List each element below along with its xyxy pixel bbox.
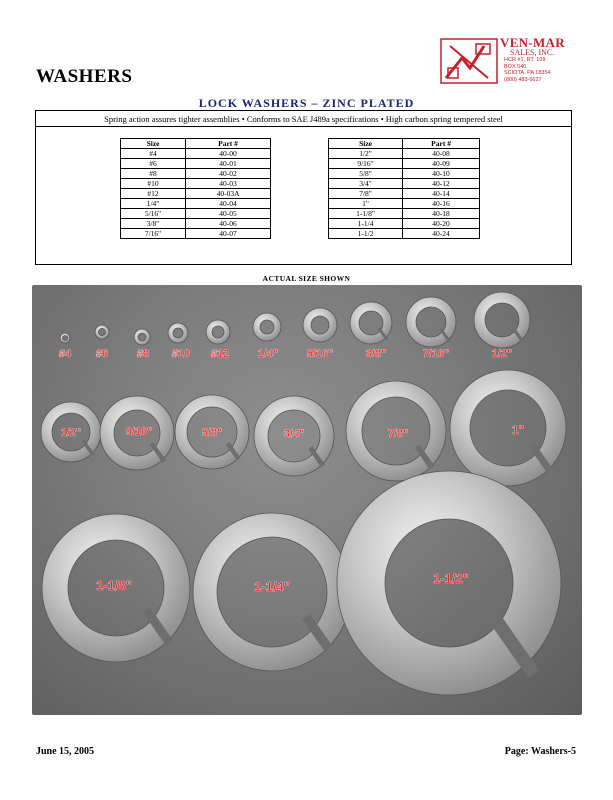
washer-size-label: 1/2" bbox=[491, 348, 513, 360]
table-row bbox=[329, 219, 480, 229]
washer-ring bbox=[168, 323, 188, 343]
table-row bbox=[329, 229, 480, 239]
table-row bbox=[329, 199, 480, 209]
logo-subtitle: SALES, INC. bbox=[510, 48, 555, 57]
part-cell: 40-07 bbox=[186, 229, 271, 239]
section-title: LOCK WASHERS – ZINC PLATED bbox=[198, 96, 415, 110]
washer-size-label: 1-1/2" bbox=[433, 571, 469, 586]
part-cell: 40-03A bbox=[186, 189, 271, 199]
spec-line: Spring action assures tighter assemblies • Conforms to SAE J489a specifications • High carbon spring tempered steel bbox=[36, 111, 571, 127]
footer-date: June 15, 2005 bbox=[36, 746, 95, 757]
part-cell: 40-04 bbox=[186, 199, 271, 209]
part-cell: 40-16 bbox=[403, 199, 480, 209]
size-cell: 3/8" bbox=[121, 219, 186, 229]
logo-name: VEN-MAR bbox=[500, 35, 565, 50]
washer-ring bbox=[303, 308, 337, 342]
washer-ring bbox=[60, 333, 70, 343]
part-cell: 40-08 bbox=[403, 149, 480, 159]
part-cell: 40-00 bbox=[186, 149, 271, 159]
washer-ring bbox=[253, 313, 281, 341]
table-row bbox=[329, 169, 480, 179]
size-cell: #10 bbox=[121, 179, 186, 189]
washer-ring bbox=[206, 320, 230, 344]
size-cell: 1/4" bbox=[121, 199, 186, 209]
logo-address-line: HCR #1, RT. 109 bbox=[504, 57, 546, 63]
table-row bbox=[121, 149, 271, 159]
part-cell: 40-01 bbox=[186, 159, 271, 169]
size-header: Size bbox=[329, 139, 403, 149]
part-cell: 40-18 bbox=[403, 209, 480, 219]
part-cell: 40-24 bbox=[403, 229, 480, 239]
washer-size-label: 7/8" bbox=[387, 428, 409, 440]
logo-address-line: (800) 483-6627 bbox=[504, 76, 542, 83]
washer-ring bbox=[95, 325, 109, 339]
parts-table-right bbox=[328, 138, 480, 239]
size-cell: #6 bbox=[121, 159, 186, 169]
table-row bbox=[121, 219, 271, 229]
washer-size-label: 1-1/8" bbox=[96, 578, 132, 593]
washers-photo bbox=[32, 285, 582, 715]
washer-size-label: 5/16" bbox=[306, 348, 334, 360]
logo-mark-icon bbox=[440, 38, 498, 84]
size-cell: 7/8" bbox=[329, 189, 403, 199]
washer-size-label: 1-1/4" bbox=[254, 579, 290, 594]
part-cell: 40-20 bbox=[403, 219, 480, 229]
washer-size-label: 3/8" bbox=[365, 348, 387, 360]
size-cell: 1-1/4 bbox=[329, 219, 403, 229]
washer-ring bbox=[134, 329, 150, 345]
table-row bbox=[121, 179, 271, 189]
size-cell: 1/2" bbox=[329, 149, 403, 159]
washers-photo-drawing bbox=[32, 285, 582, 715]
washer-size-label: 7/16" bbox=[422, 348, 450, 360]
page-title: WASHERS bbox=[36, 66, 133, 87]
part-header: Part # bbox=[403, 139, 480, 149]
part-header: Part # bbox=[186, 139, 271, 149]
table-header-row bbox=[121, 139, 271, 149]
part-cell: 40-02 bbox=[186, 169, 271, 179]
table-row bbox=[329, 189, 480, 199]
company-logo bbox=[440, 36, 585, 86]
part-cell: 40-03 bbox=[186, 179, 271, 189]
part-cell: 40-05 bbox=[186, 209, 271, 219]
table-row bbox=[121, 209, 271, 219]
size-cell: #12 bbox=[121, 189, 186, 199]
size-cell: 7/16" bbox=[121, 229, 186, 239]
table-row bbox=[121, 229, 271, 239]
logo-address-line: BOX 540 bbox=[504, 63, 527, 70]
part-cell: 40-06 bbox=[186, 219, 271, 229]
washer-size-label: #6 bbox=[95, 348, 109, 360]
washer-size-label: 9/16" bbox=[125, 426, 153, 438]
spec-box bbox=[35, 110, 572, 265]
size-cell: 9/16" bbox=[329, 159, 403, 169]
table-row bbox=[121, 169, 271, 179]
photo-caption: ACTUAL SIZE SHOWN bbox=[262, 274, 351, 283]
size-cell: #4 bbox=[121, 149, 186, 159]
parts-table-left bbox=[120, 138, 271, 239]
washer-size-label: 1/2" bbox=[60, 427, 82, 439]
size-cell: 1" bbox=[329, 199, 403, 209]
table-row bbox=[121, 199, 271, 209]
size-cell: 1-1/2 bbox=[329, 229, 403, 239]
part-cell: 40-10 bbox=[403, 169, 480, 179]
size-cell: 1-1/8" bbox=[329, 209, 403, 219]
washer-size-label: 3/4" bbox=[283, 428, 305, 440]
washer-size-label: #4 bbox=[58, 348, 72, 360]
part-cell: 40-12 bbox=[403, 179, 480, 189]
washer-size-label: 1" bbox=[511, 423, 525, 437]
washer-size-label: #12 bbox=[210, 348, 230, 360]
table-row bbox=[329, 209, 480, 219]
washer-size-label: #10 bbox=[171, 348, 191, 360]
size-cell: 5/8" bbox=[329, 169, 403, 179]
washer-size-label: 1/4" bbox=[257, 348, 279, 360]
table-row bbox=[329, 179, 480, 189]
washer-size-label: 5/8" bbox=[201, 427, 223, 439]
size-cell: #8 bbox=[121, 169, 186, 179]
logo-address-line: SCIOTA, PA 18354 bbox=[504, 70, 551, 77]
table-header-row bbox=[329, 139, 480, 149]
size-cell: 3/4" bbox=[329, 179, 403, 189]
footer-page-number: Page: Washers-5 bbox=[504, 746, 576, 757]
table-row bbox=[329, 149, 480, 159]
part-cell: 40-09 bbox=[403, 159, 480, 169]
size-header: Size bbox=[121, 139, 186, 149]
table-row bbox=[121, 159, 271, 169]
washer-size-label: #8 bbox=[136, 348, 150, 360]
table-row bbox=[121, 189, 271, 199]
table-row bbox=[329, 159, 480, 169]
part-cell: 40-14 bbox=[403, 189, 480, 199]
size-cell: 5/16" bbox=[121, 209, 186, 219]
